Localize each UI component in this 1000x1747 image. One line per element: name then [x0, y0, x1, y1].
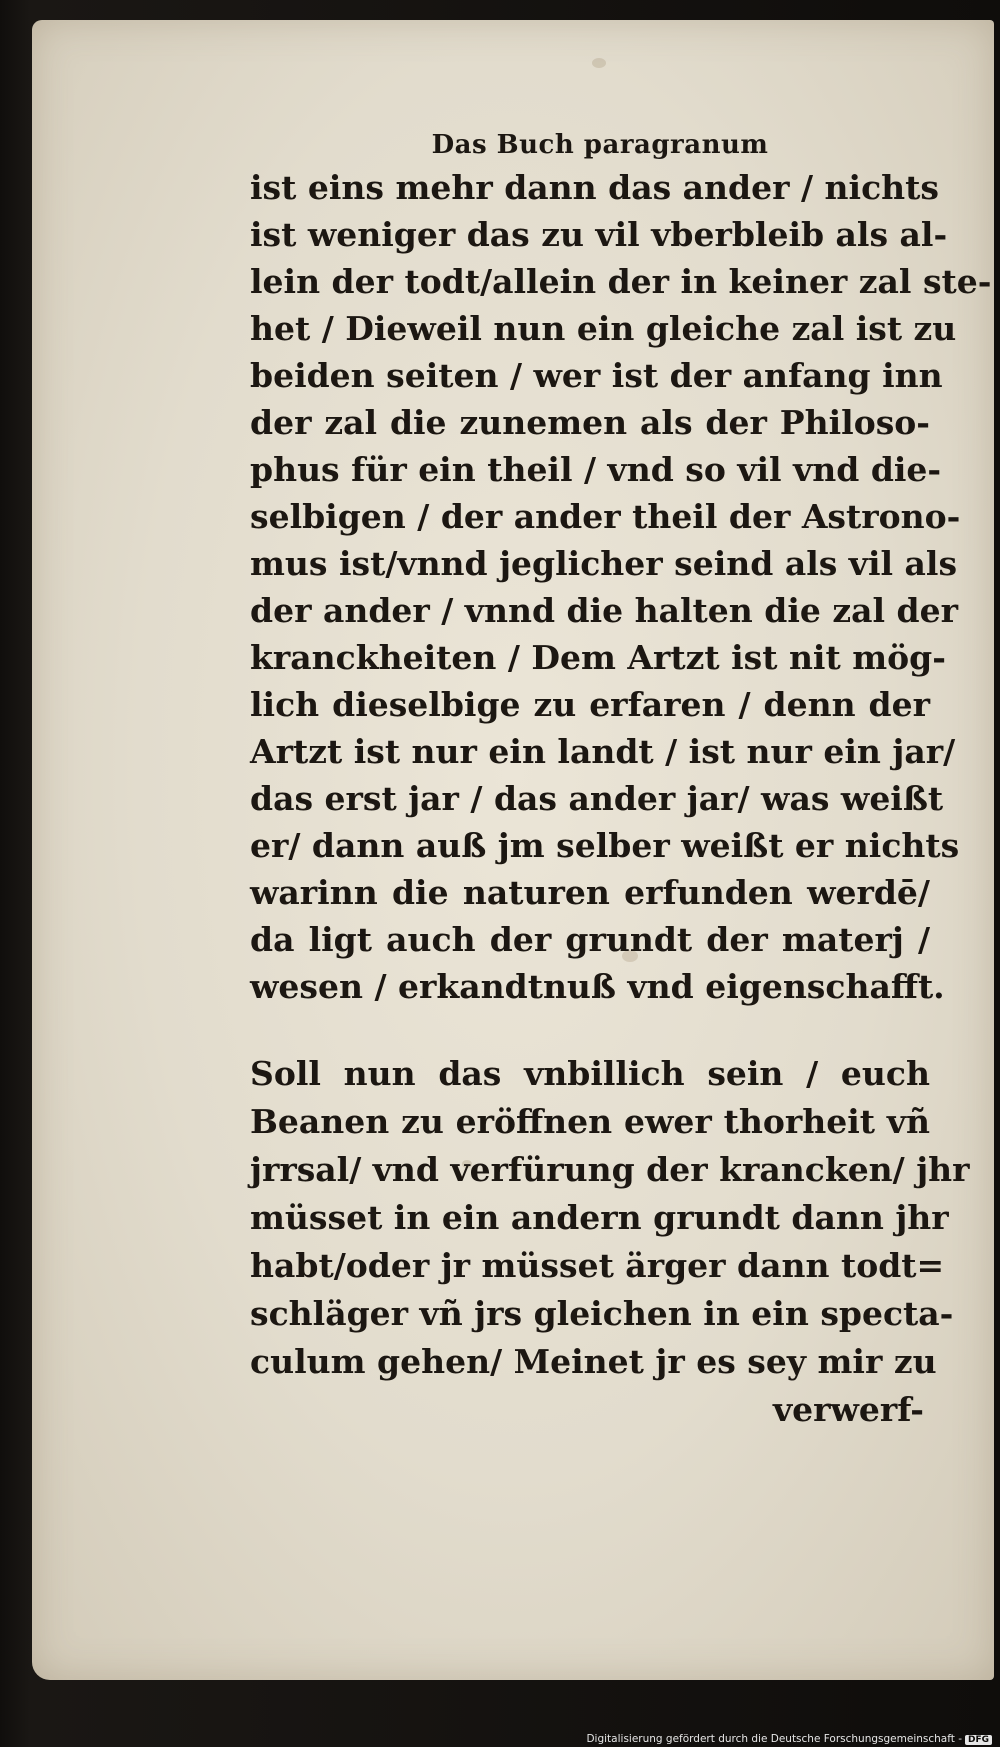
text-line: der zal die zunemen als der Philoso- [250, 403, 930, 442]
text-line: das erst jar / das ander jar/ was weißt [250, 779, 944, 818]
paragraph-2 [250, 1050, 970, 1434]
text-line: der ander / vnnd die halten die zal der [250, 591, 958, 630]
text-line: beiden seiten / wer ist der anfang inn [250, 356, 943, 395]
text-line: wesen / erkandtnuß vnd eigenschafft. [250, 967, 945, 1006]
running-head: Das Buch paragranum [431, 130, 769, 160]
paper-stain [592, 58, 606, 68]
text-line: phus für ein theil / vnd so vil vnd die- [250, 450, 942, 489]
catchword: verwerf- [772, 1390, 924, 1429]
text-line: Soll nun das vnbillich sein / euch [250, 1054, 930, 1093]
text-line: mus ist/vnnd jeglicher seind als vil als [250, 544, 958, 583]
text-line: da ligt auch der grundt der materj / [250, 920, 930, 959]
text-line: müsset in ein andern grundt dann jhr [250, 1198, 949, 1237]
text-line: ist weniger das zu vil vberbleib als al- [250, 215, 948, 254]
text-line: kranckheiten / Dem Artzt ist nit mög- [250, 638, 946, 677]
text-line: Artzt ist nur ein landt / ist nur ein jar/ [250, 732, 956, 771]
text-line: warinn die naturen erfunden werdē/ [250, 873, 930, 912]
text-line: lich dieselbige zu erfaren / denn der [250, 685, 930, 724]
text-line: lein der todt/allein der in keiner zal ste- [250, 262, 992, 301]
digitization-credit [586, 1733, 992, 1745]
printed-text [250, 130, 992, 1434]
text-line: er/ dann auß jm selber weißt er nichts [250, 826, 960, 865]
text-line: ist eins mehr dann das ander / nichts [250, 168, 939, 207]
text-line: culum gehen/ Meinet jr es sey mir zu [250, 1342, 937, 1381]
credit-text: Digitalisierung gefördert durch die Deutsche Forschungsgemeinschaft - [586, 1733, 962, 1745]
text-line: habt/oder jr müsset ärger dann todt= [250, 1246, 945, 1285]
paragraph-1 [250, 164, 992, 1010]
dfg-logo: DFG [965, 1735, 992, 1745]
text-line: schläger vñ jrs gleichen in ein specta- [250, 1294, 954, 1333]
text-line: Beanen zu eröffnen ewer thorheit vñ [250, 1102, 930, 1141]
text-line: jrrsal/ vnd verfürung der krancken/ jhr [250, 1150, 970, 1189]
text-line: selbigen / der ander theil der Astrono- [250, 497, 961, 536]
text-line: het / Dieweil nun ein gleiche zal ist zu [250, 309, 957, 348]
